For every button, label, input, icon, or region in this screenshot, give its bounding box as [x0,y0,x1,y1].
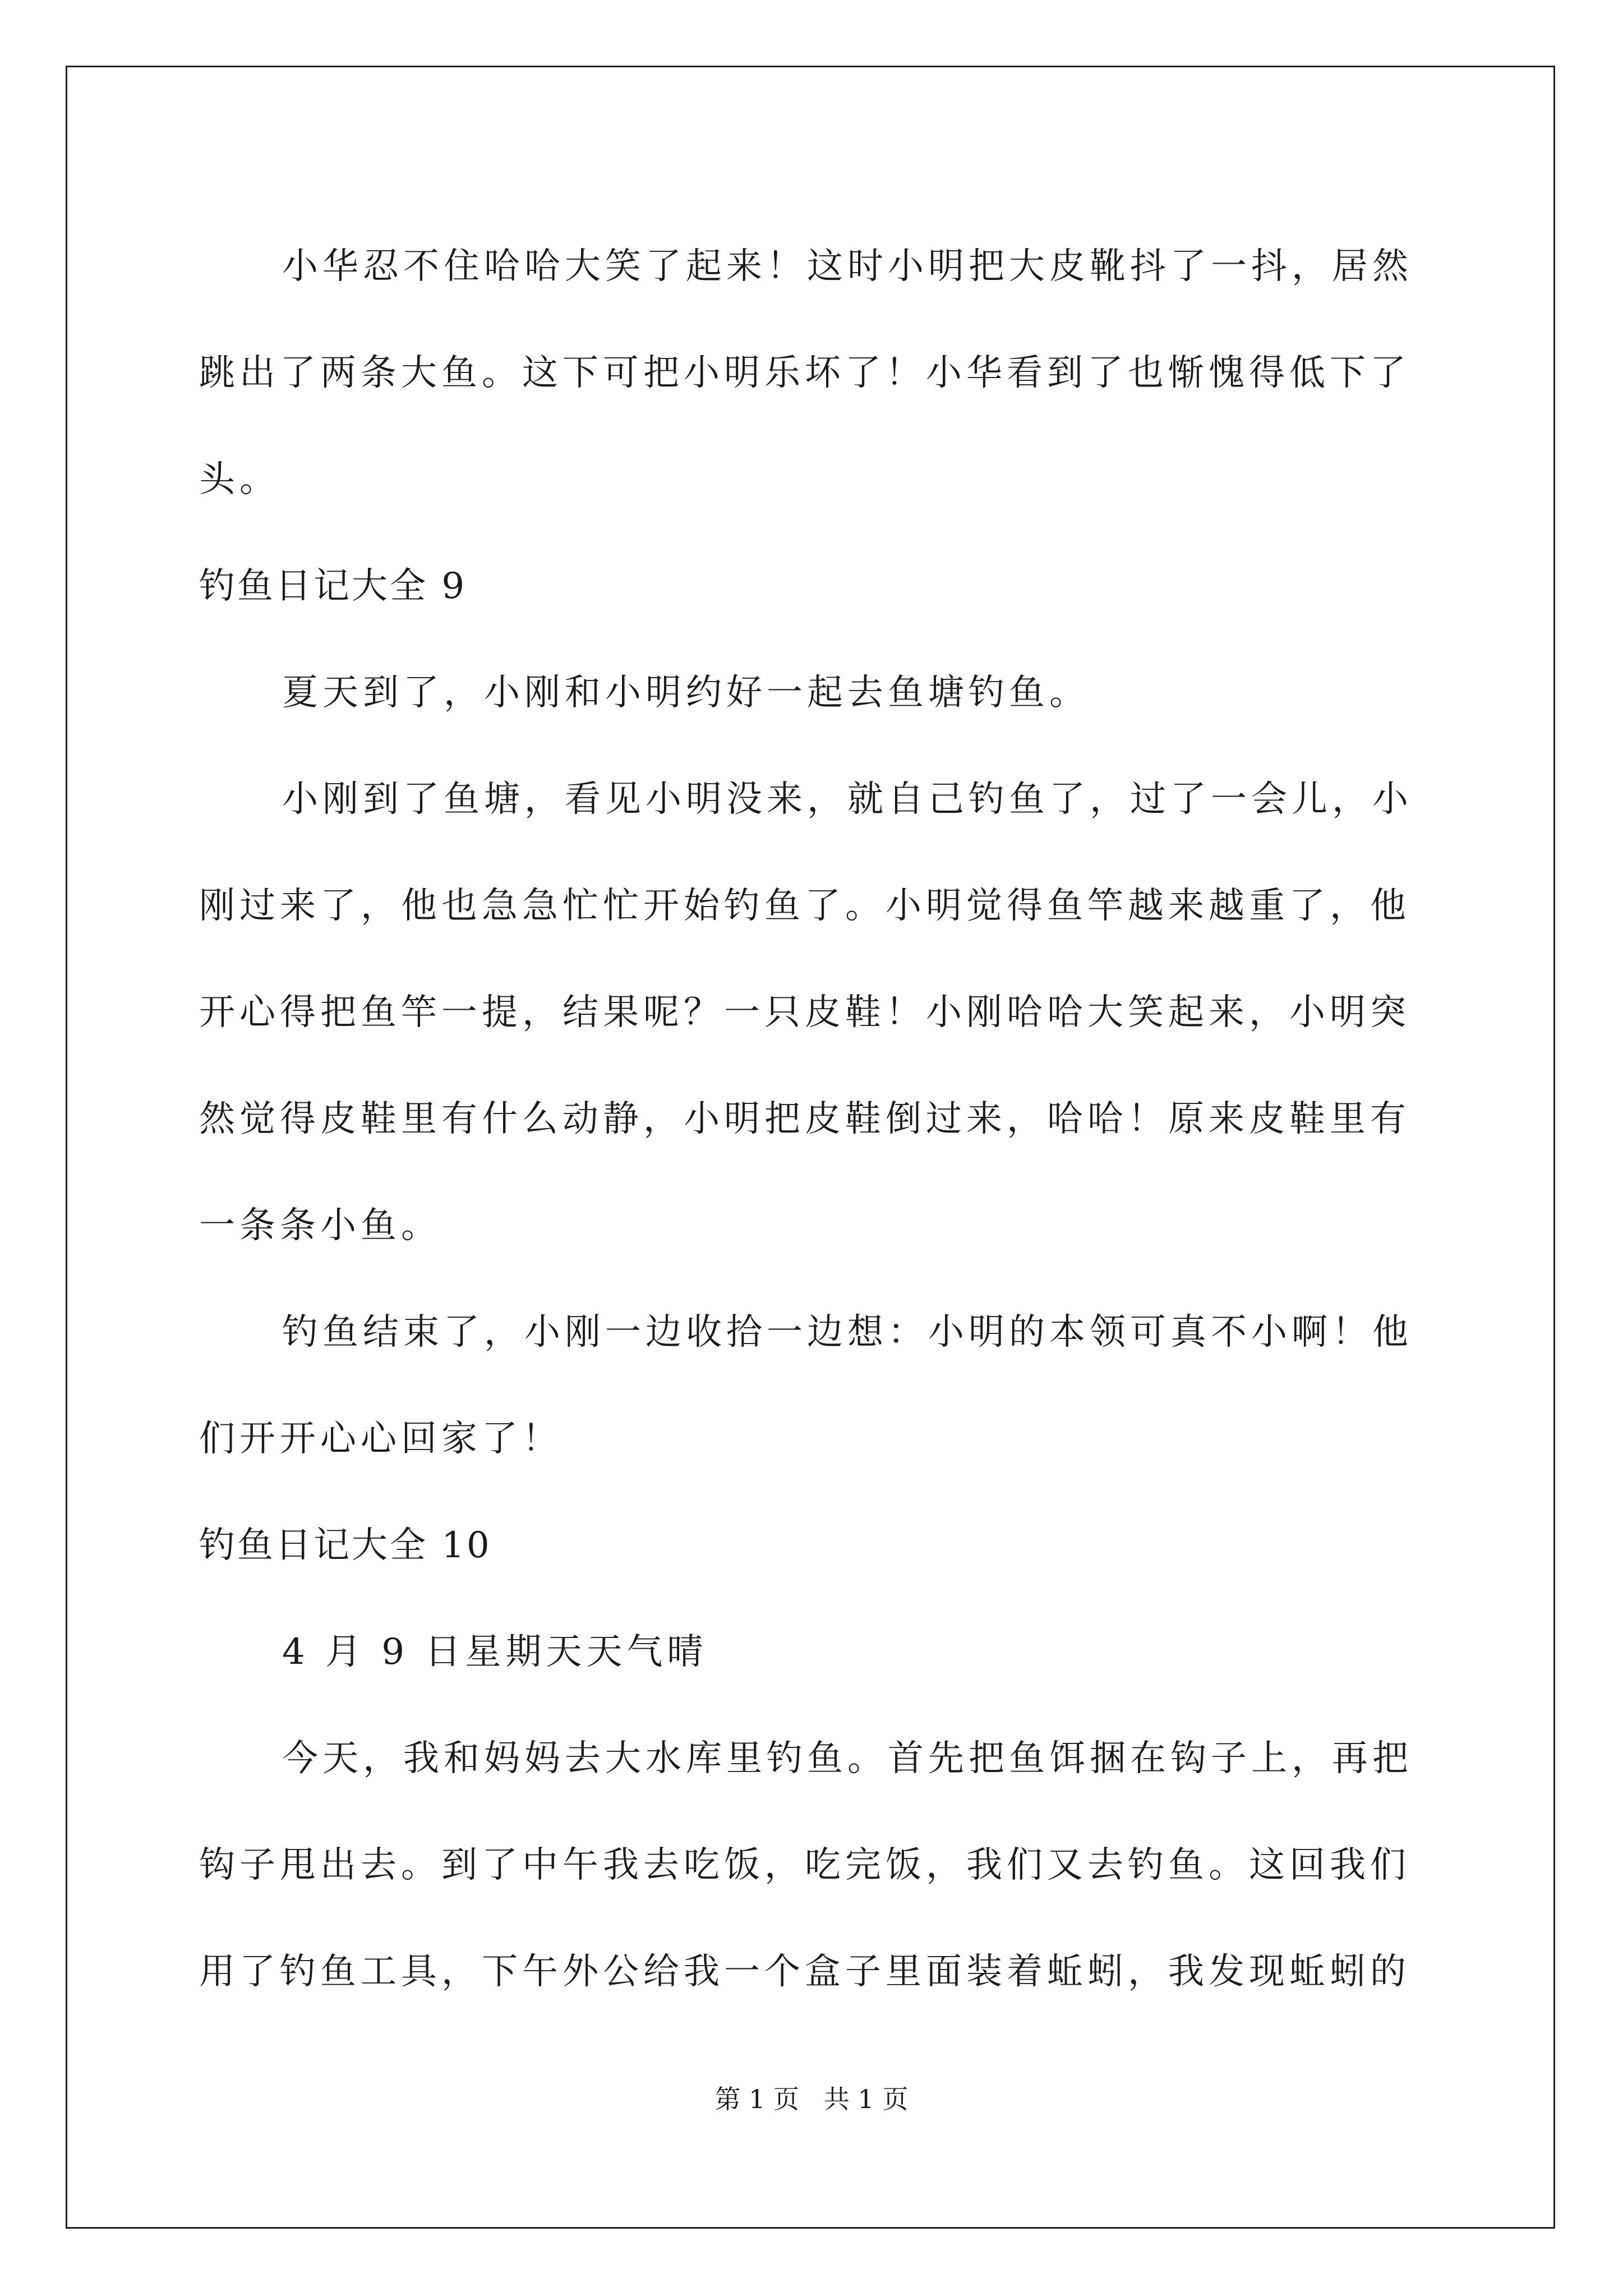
paragraph-line: 今天，我和妈妈去大水库里钓鱼。首先把鱼饵捆在钩子上，再把 [282,1738,1413,1779]
paragraph-line: 小刚到了鱼塘，看见小明没来，就自己钓鱼了，过了一会儿，小 [282,779,1413,820]
page-footer: 第 1 页 共 1 页 [714,2084,909,2114]
paragraph-line: 刚过来了，他也急急忙忙开始钓鱼了。小明觉得鱼竿越来越重了，他 [199,885,1410,927]
paragraph-line: 钓鱼结束了，小刚一边收拾一边想：小明的本领可真不小啊！他 [282,1312,1413,1353]
document-body [199,213,1427,2025]
paragraph-line: 钩子甩出去。到了中午我去吃饭，吃完饭，我们又去钓鱼。这回我们 [199,1844,1410,1886]
paragraph-line: 开心得把鱼竿一提，结果呢？一只皮鞋！小刚哈哈大笑起来，小明突 [199,992,1410,1033]
paragraph-line: 们开开心心回家了！ [199,1418,562,1460]
paragraph-line: 用了钓鱼工具，下午外公给我一个盒子里面装着蚯蚓，我发现蚯蚓的 [199,1951,1410,1993]
section-heading: 钓鱼日记大全 9 [199,565,467,607]
section-heading: 钓鱼日记大全 10 [199,1525,492,1566]
paragraph-line: 然觉得皮鞋里有什么动静，小明把皮鞋倒过来，哈哈！原来皮鞋里有 [199,1098,1410,1140]
paragraph-line: 跳出了两条大鱼。这下可把小明乐坏了！小华看到了也惭愧得低下了 [199,352,1410,394]
paragraph-line: 头。 [199,459,280,500]
paragraph-line: 4 月 9 日星期天天气晴 [282,1631,708,1673]
paragraph-line: 夏天到了，小刚和小明约好一起去鱼塘钓鱼。 [282,672,1090,714]
paragraph-line: 小华忍不住哈哈大笑了起来！这时小明把大皮靴抖了一抖，居然 [282,246,1413,287]
paragraph-line: 一条条小鱼。 [199,1205,441,1246]
